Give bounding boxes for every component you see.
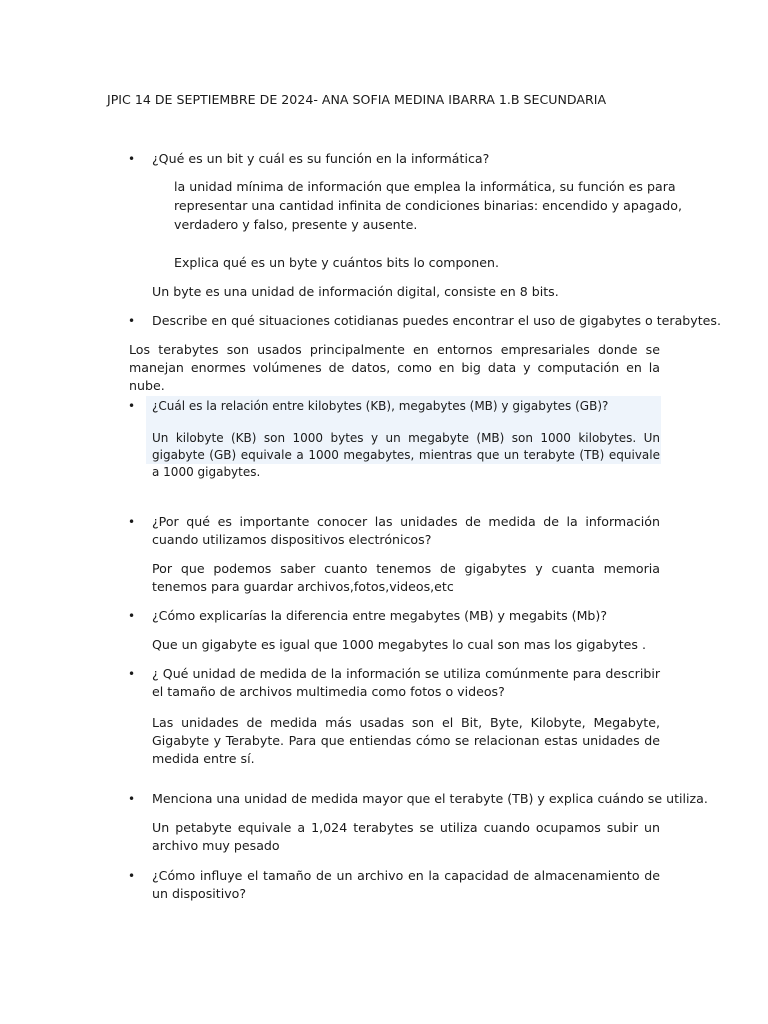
bullet-icon: • (128, 869, 136, 883)
answer-1-line-1: la unidad mínima de información que emplea la informática, su función es para (174, 179, 676, 194)
question-3: Describe en qué situaciones cotidianas puedes encontrar el uso de gigabytes o terabytes. (152, 313, 721, 328)
answer-3: Los terabytes son usados principalmente en entornos empresariales donde se manejan enormes volúmenes de datos, como en big data y computación en la nube. (129, 342, 660, 393)
answer-8: Un petabyte equivale a 1,024 terabytes se utiliza cuando ocupamos subir un archivo muy pesado (152, 820, 660, 853)
question-1: ¿Qué es un bit y cuál es su función en la informática? (152, 151, 490, 166)
question-7: ¿ Qué unidad de medida de la información se utiliza comúnmente para describir el tamaño de archivos multimedia como fotos o videos? (152, 666, 660, 699)
answer-4: Un kilobyte (KB) son 1000 bytes y un megabyte (MB) son 1000 kilobytes. Un gigabyte (GB) equivale a 1000 megabytes, mientras que un terabyte (TB) equivale a 1000 gigabytes. (152, 431, 660, 479)
question-2: Explica qué es un byte y cuántos bits lo componen. (174, 255, 499, 270)
answer-6: Que un gigabyte es igual que 1000 megabytes lo cual son mas los gigabytes . (152, 637, 646, 652)
question-8: Menciona una unidad de medida mayor que el terabyte (TB) y explica cuándo se utiliza. (152, 791, 708, 806)
document-header: JPIC 14 DE SEPTIEMBRE DE 2024- ANA SOFIA MEDINA IBARRA 1.B SECUNDARIA (107, 92, 607, 107)
answer-2: Un byte es una unidad de información digital, consiste en 8 bits. (152, 284, 559, 299)
bullet-icon: • (128, 609, 136, 623)
question-9: ¿Cómo influye el tamaño de un archivo en la capacidad de almacenamiento de un dispositivo? (152, 868, 660, 901)
answer-5: Por que podemos saber cuanto tenemos de gigabytes y cuanta memoria tenemos para guardar archivos,fotos,videos,etc (152, 561, 660, 594)
answer-1-line-3: verdadero y falso, presente y ausente. (174, 217, 418, 232)
answer-1-line-2: representar una cantidad infinita de condiciones binarias: encendido y apagado, (174, 198, 682, 213)
question-4: ¿Cuál es la relación entre kilobytes (KB), megabytes (MB) y gigabytes (GB)? (152, 399, 609, 413)
bullet-icon: • (128, 792, 136, 806)
bullet-icon: • (128, 152, 136, 166)
bullet-icon: • (128, 399, 136, 413)
bullet-icon: • (128, 667, 136, 681)
answer-7: Las unidades de medida más usadas son el Bit, Byte, Kilobyte, Megabyte, Gigabyte y Terabyte. Para que entiendas cómo se relacionan estas unidades de medida entre sí. (152, 715, 660, 766)
question-5: ¿Por qué es importante conocer las unidades de medida de la información cuando utilizamos dispositivos electrónicos? (152, 514, 660, 547)
bullet-icon: • (128, 314, 136, 328)
question-6: ¿Cómo explicarías la diferencia entre megabytes (MB) y megabits (Mb)? (152, 608, 608, 623)
bullet-icon: • (128, 515, 136, 529)
